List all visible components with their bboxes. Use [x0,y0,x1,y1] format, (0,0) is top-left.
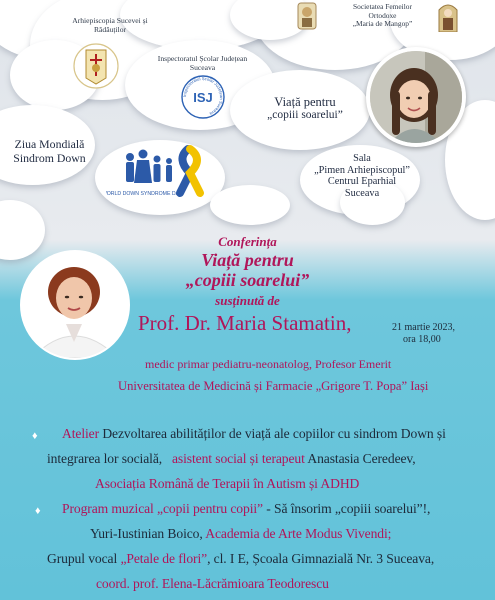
archdiocese-seal-icon [72,42,120,90]
conference-label: Conferința [218,234,277,249]
sala-line-3: Centrul Eparhial [327,176,397,188]
atelier-label: Atelier [62,426,100,441]
group-label: Grupul vocal [47,551,121,566]
conference-title-1: Viață pentru [201,250,294,270]
performer-name: Yuri-Iustinian Boico, [90,526,206,541]
conference-title-2: „copiii soarelui” [185,270,310,290]
integrare-text: integrarea lor socială, [47,451,163,466]
sala-line-2: „Pimen Arhiepiscopul” [314,164,410,176]
bullet-icon: ♦ [35,505,41,517]
world-down-syndrome-day-logo [106,143,216,205]
program-line-5 [90,526,391,542]
group-name: „Petale de flori” [120,551,208,566]
isj-ring-text: Inspectoratul Școlar Județean Suceava [181,75,225,117]
program-muzical-text: - Să însorim „copiii soarelui”!, [263,501,431,516]
speaker-role: medic primar pediatru-neonatolog, Profesor Emerit [145,357,392,371]
arhiepiscopia-line-2: Rădăuților [93,24,127,34]
child-photo [366,47,466,147]
inspectorat-line-2: Suceava [189,62,216,72]
saint-icon [437,2,459,32]
viata-cloud-line-1: Viață pentru [274,95,336,109]
wdsd-text: WORLD DOWN SYNDROME DAY [106,191,183,197]
societatea-line-2: Ortodoxe [368,10,397,20]
isj-logo-icon [180,74,226,120]
program-line-6 [47,551,434,567]
ziua-mondiala-label [2,138,97,165]
inspectorat-label [140,55,265,72]
cloud [210,185,290,225]
societatea-line-1: Societatea Femeilor [353,2,412,11]
sala-line-1: Sala [353,153,371,164]
program-line-7: coord. prof. Elena-Lăcrămioara Teodorescu [96,576,329,591]
arhiepiscopia-line-1: Arhiepiscopia Sucevei și [72,16,148,25]
ziua-line-1: Ziua Mondială [14,137,85,151]
therapist-name: Anastasia Ceredeev, [304,451,416,466]
societatea-label [335,3,430,29]
sala-line-4: Suceava [344,187,380,199]
event-date: 21 martie 2023, [392,322,456,333]
school-text: , cl. I E, Școala Gimnazială Nr. 3 Suceava, [207,551,435,566]
speaker-photo [20,250,130,360]
societatea-line-3: „Maria de Mangop” [352,19,413,29]
ziua-line-2: Sindrom Down [13,150,86,165]
role-text: asistent social și terapeut [171,451,305,466]
event-time: ora 18,00 [403,334,441,345]
society-emblem-icon [296,2,318,30]
arhiepiscopia-label [40,17,180,34]
viata-cloud-label [250,95,360,123]
speaker-name: Prof. Dr. Maria Stamatin, [138,311,352,335]
program-line-1 [62,426,446,442]
program-line-3: Asociația Română de Terapii în Autism și ADHD [95,476,360,491]
inspectorat-line-1: Inspectoratul Școlar Județean [157,54,248,63]
program-line-4 [62,501,430,517]
presented-by: susținută de [215,293,280,308]
university: Universitatea de Medicină și Farmacie „Grigore T. Popa” Iași [118,379,429,393]
program-line-2 [47,451,416,467]
program-muzical-label: Program muzical „copii pentru copii” [62,501,263,516]
atelier-text: Dezvoltarea abilităților de viață ale copiilor cu sindrom Down și [99,426,446,441]
academy-name: Academia de Arte Modus Vivendi; [205,526,392,541]
isj-logo-text: ISJ [193,90,213,105]
bullet-icon: ♦ [32,430,38,442]
sala-label [302,153,422,199]
viata-cloud-line-2: „copiii soarelui” [267,109,343,122]
